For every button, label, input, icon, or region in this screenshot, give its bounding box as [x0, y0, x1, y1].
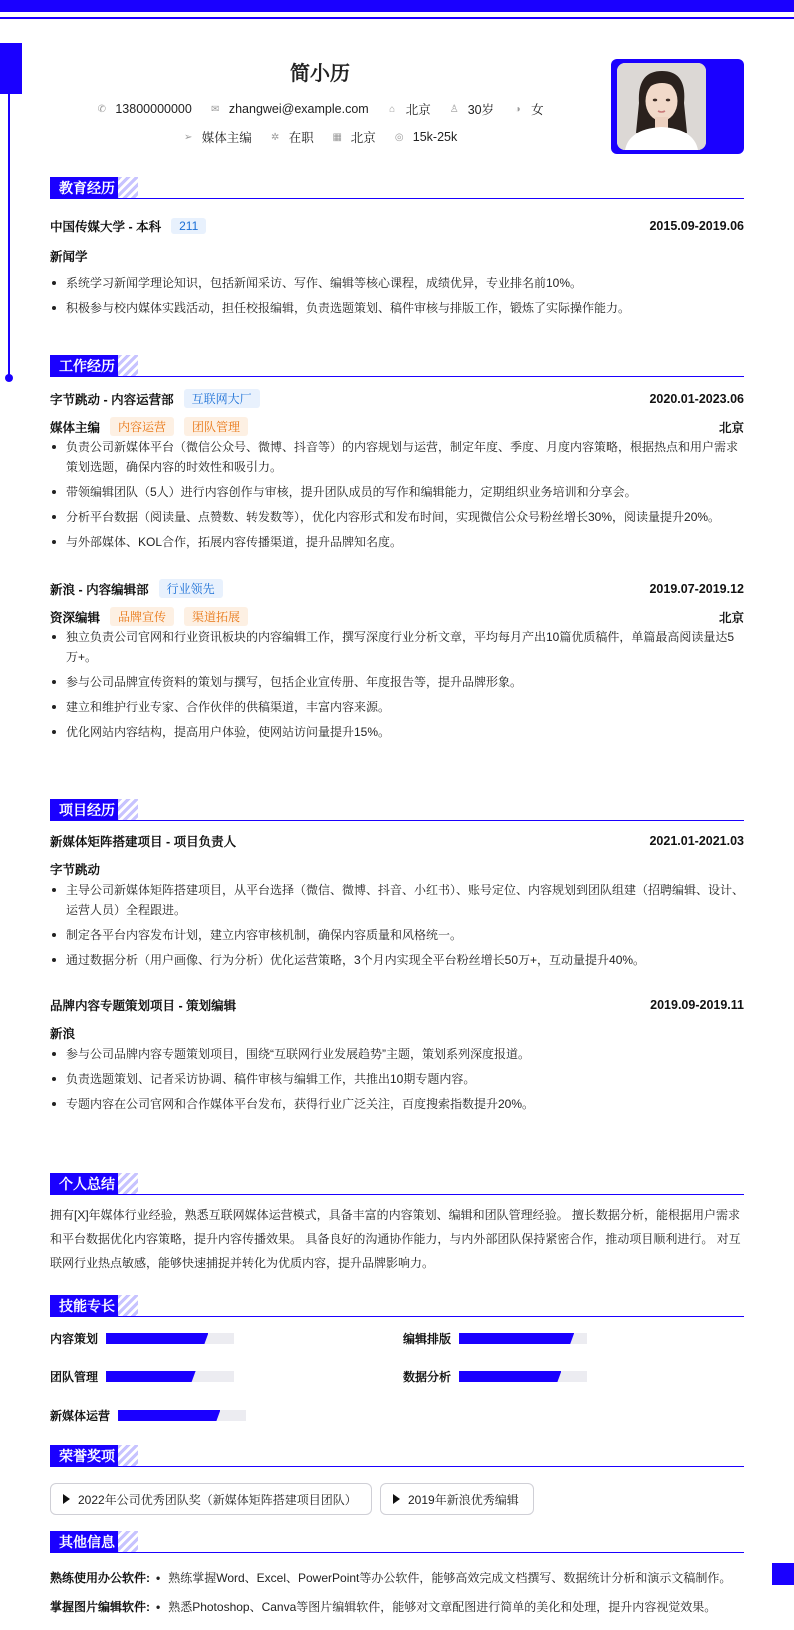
contact-row [0, 100, 640, 118]
location-info: ⌂ 北京 [387, 100, 431, 118]
job-role: 媒体主编 [50, 420, 101, 435]
education-row [50, 217, 744, 235]
project-name: 品牌内容专题策划项目 - 策划编辑 [50, 999, 237, 1013]
email-info: ✉ zhangwei@example.com [211, 102, 369, 116]
role-tag: 品牌宣传 [110, 607, 174, 626]
list-item: 参与公司品牌宣传资料的策划与撰写，包括企业宣传册、年度报告等，提升品牌形象。 [50, 672, 744, 692]
section-title: 其他信息 [50, 1531, 124, 1553]
salary-icon: ◎ [394, 131, 404, 143]
project-period: 2019.09-2019.11 [650, 998, 744, 1012]
age-icon: ♙ [449, 103, 459, 115]
project-bullets [50, 1044, 744, 1119]
job-city: 北京 [718, 420, 744, 435]
status-icon: ✲ [271, 131, 280, 143]
city-info: ▦ 北京 [332, 131, 376, 145]
project-org: 新浪 [50, 1027, 76, 1041]
candidate-name: 简小历 [290, 63, 350, 85]
play-icon [63, 1494, 70, 1504]
section-header [50, 1445, 744, 1467]
skills-section [50, 1295, 744, 1423]
phone-icon: ✆ [97, 103, 107, 115]
project-header [50, 832, 744, 850]
job-bullets [50, 437, 744, 557]
send-icon: ➢ [184, 131, 193, 143]
role-tag: 团队管理 [184, 417, 248, 436]
skill-item: 新媒体运营 [50, 1407, 246, 1424]
phone-info: ✆ 13800000000 [97, 102, 192, 116]
skill-bar [118, 1410, 246, 1421]
summary-section [50, 1173, 744, 1270]
list-item: 参与公司品牌内容专题策划项目，围绕“互联网行业发展趋势”主题，策划系列深度报道。 [50, 1044, 744, 1064]
skill-item: 数据分析 [403, 1368, 587, 1385]
list-item: 积极参与校内媒体实践活动，担任校报编辑，负责选题策划、稿件审核与排版工作，锻炼了实际操作能力。 [50, 298, 744, 318]
job-role-row [50, 607, 744, 626]
section-title: 个人总结 [50, 1173, 124, 1195]
top-accent-line [0, 17, 794, 19]
skill-bar [106, 1371, 234, 1382]
project-org: 字节跳动 [50, 863, 101, 877]
other-item: 熟练使用办公软件: • 熟练掌握Word、Excel、PowerPoint等办公软件，能够高效完成文档撰写、数据统计分析和演示文稿制作。 [50, 1571, 732, 1585]
school-tag: 211 [171, 218, 206, 234]
list-item: 负责公司新媒体平台（微信公众号、微博、抖音等）的内容规划与运营，制定年度、季度、月度内容策略，根据热点和用户需求策划选题，确保内容的时效性和吸引力。 [50, 437, 744, 477]
job-city: 北京 [718, 610, 744, 625]
company-tag: 互联网大厂 [184, 389, 260, 408]
section-header [50, 1295, 744, 1317]
gender-info: ◑ 女 [512, 100, 544, 118]
avatar [617, 63, 706, 150]
other-section [50, 1531, 744, 1614]
top-accent-bar [0, 0, 794, 12]
skill-item: 团队管理 [50, 1368, 234, 1385]
skill-bar [106, 1333, 234, 1344]
education-bullets [50, 273, 744, 323]
job-period: 2020.01-2023.06 [649, 391, 744, 406]
skill-bar [459, 1371, 587, 1382]
education-section [50, 177, 744, 315]
list-item: 与外部媒体、KOL合作，拓展内容传播渠道，提升品牌知名度。 [50, 532, 744, 552]
company-tag: 行业领先 [159, 579, 223, 598]
home-icon: ⌂ [389, 103, 396, 115]
project-bullets [50, 880, 744, 975]
project-header [50, 996, 744, 1014]
award-badge: 2019年新浪优秀编辑 [380, 1483, 534, 1515]
section-title: 教育经历 [50, 177, 124, 199]
building-icon: ▦ [332, 131, 342, 143]
job-header [50, 579, 744, 598]
section-header [50, 1173, 744, 1195]
job-period: 2019.07-2019.12 [649, 581, 744, 596]
list-item: 主导公司新媒体矩阵搭建项目，从平台选择（微信、微博、抖音、小红书）、账号定位、内容规划到团队组建（招聘编辑、设计、运营人员）全程跟进。 [50, 880, 744, 920]
mail-icon: ✉ [211, 103, 220, 115]
salary-info: ◎ 15k-25k [394, 130, 458, 144]
corner-accent-block [772, 1563, 794, 1585]
gender-icon: ◑ [514, 103, 521, 115]
list-item: 制定各平台内容发布计划，建立内容审核机制，确保内容质量和风格统一。 [50, 925, 744, 945]
job-header [50, 389, 744, 408]
section-title: 项目经历 [50, 799, 124, 821]
role-tag: 渠道拓展 [184, 607, 248, 626]
intent-row [0, 128, 640, 146]
section-title: 技能专长 [50, 1295, 124, 1317]
other-item: 掌握图片编辑软件: • 熟悉Photoshop、Canva等图片编辑软件，能够对文章配图进行简单的美化和处理，提升内容视觉效果。 [50, 1600, 717, 1614]
job-role: 资深编辑 [50, 610, 101, 625]
skill-bar [459, 1333, 587, 1344]
section-header [50, 1531, 744, 1553]
list-item: 分析平台数据（阅读量、点赞数、转发数等），优化内容形式和发布时间，实现微信公众号粉丝增长30%，阅读量提升20%。 [50, 507, 744, 527]
award-badge: 2022年公司优秀团队奖（新媒体矩阵搭建项目团队） [50, 1483, 372, 1515]
project-name: 新媒体矩阵搭建项目 - 项目负责人 [50, 835, 237, 849]
skill-item: 编辑排版 [403, 1330, 587, 1347]
education-period: 2015.09-2019.06 [649, 219, 744, 233]
list-item: 专题内容在公司官网和合作媒体平台发布，获得行业广泛关注，百度搜索指数提升20%。 [50, 1094, 744, 1114]
section-title: 荣誉奖项 [50, 1445, 124, 1467]
role-tag: 内容运营 [110, 417, 174, 436]
list-item: 优化网站内容结构，提高用户体验，使网站访问量提升15%。 [50, 722, 744, 742]
company-name: 字节跳动 - 内容运营部 [50, 392, 174, 407]
projects-section [50, 799, 745, 1111]
section-header [50, 355, 744, 377]
list-item: 独立负责公司官网和行业资讯板块的内容编辑工作，撰写深度行业分析文章，平均每月产出10篇优质稿件，单篇最高阅读量达5万+。 [50, 627, 744, 667]
play-icon [393, 1494, 400, 1504]
list-item: 通过数据分析（用户画像、行为分析）优化运营策略，3个月内实现全平台粉丝增长50万+，互动量提升40%。 [50, 950, 744, 970]
company-name: 新浪 - 内容编辑部 [50, 582, 149, 597]
project-period: 2021.01-2021.03 [649, 834, 744, 848]
section-header [50, 799, 744, 821]
skill-item: 内容策划 [50, 1330, 234, 1347]
awards-section [50, 1445, 744, 1507]
major: 新闻学 [50, 250, 88, 264]
list-item: 带领编辑团队（5人）进行内容创作与审核，提升团队成员的写作和编辑能力，定期组织业务培训和分享会。 [50, 482, 744, 502]
list-item: 负责选题策划、记者采访协调、稿件审核与编辑工作，共推出10期专题内容。 [50, 1069, 744, 1089]
school-name: 中国传媒大学 - 本科 [50, 220, 162, 234]
side-accent-dot [5, 374, 13, 382]
job-role-row [50, 417, 744, 436]
work-section [50, 355, 744, 739]
list-item: 系统学习新闻学理论知识，包括新闻采访、写作、编辑等核心课程，成绩优异，专业排名前10%。 [50, 273, 744, 293]
list-item: 建立和维护行业专家、合作伙伴的供稿渠道，丰富内容来源。 [50, 697, 744, 717]
section-title: 工作经历 [50, 355, 124, 377]
section-header [50, 177, 744, 199]
position-info: ➢ 媒体主编 [184, 131, 252, 145]
summary-text: 拥有[X]年媒体行业经验，熟悉互联网媒体运营模式，具备丰富的内容策划、编辑和团队管理经验。 擅长数据分析，能根据用户需求和平台数据优化内容策略，提升内容传播效果。 具备良好的沟通协作能力，与内外部团队保持紧密合作，推动项目顺利进行。 对互联网行业热点敏感，能够快速捕捉并转化为优质内容，提升品牌影响力。 [50, 1208, 741, 1270]
status-info: ✲ 在职 [271, 131, 314, 145]
job-bullets [50, 627, 744, 747]
age-info: ♙ 30岁 [449, 103, 495, 117]
